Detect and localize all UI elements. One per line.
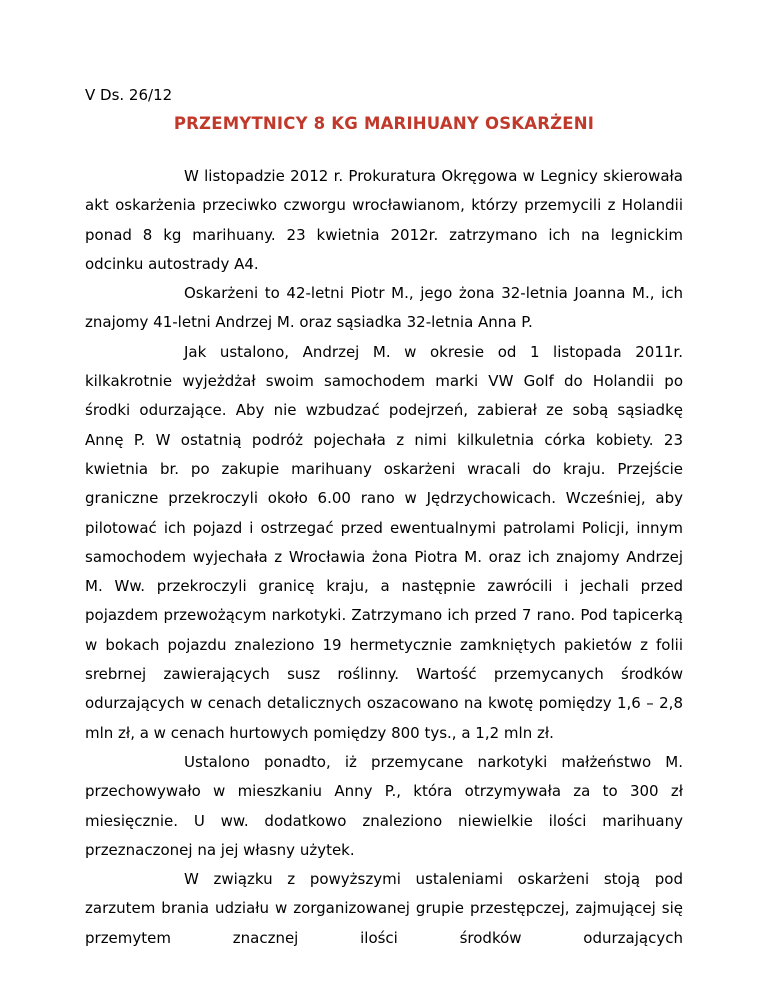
paragraph-2: Oskarżeni to 42-letni Piotr M., jego żona 32-letnia Joanna M., ich znajomy 41-letni Andrzej M. oraz sąsiadka 32-letnia Anna P. — [85, 284, 683, 332]
paragraph-5: W związku z powyższymi ustaleniami oskarżeni stoją pod zarzutem brania udziału w zorganizowanej grupie przestępczej, zajmującej się przemytem znacznej ilości środków odurzających — [85, 870, 683, 947]
page-title: PRZEMYTNICY 8 KG MARIHUANY OSKARŻENI — [173, 114, 595, 133]
article-body — [85, 162, 683, 953]
paragraph-4: Ustalono ponadto, iż przemycane narkotyki małżeństwo M. przechowywało w mieszkaniu Anny P., która otrzymywała za to 300 zł miesięcznie. U ww. dodatkowo znaleziono niewielkie ilości marihuany przeznaczonej na jej własny użytek. — [85, 752, 683, 859]
case-reference: V Ds. 26/12 — [85, 86, 173, 104]
paragraph-1: W listopadzie 2012 r. Prokuratura Okręgowa w Legnicy skierowała akt oskarżenia przeciwko czworgu wrocławianom, którzy przemycili z Holandii ponad 8 kg marihuany. 23 kwietnia 2012r. zatrzymano ich na legnickim odcinku autostrady A4. — [85, 167, 683, 273]
paragraph-3: Jak ustalono, Andrzej M. w okresie od 1 listopada 2011r. kilkakrotnie wyjeżdżał swoim samochodem marki VW Golf do Holandii po środki odurzające. Aby nie wzbudzać podejrzeń, zabierał ze sobą sąsiadkę Annę P. W ostatnią podróż pojechała z nimi kilkuletnia córka kobiety. 23 kwietnia br. po zakupie marihuany oskarżeni wracali do kraju. Przejście graniczne przekroczyli około 6.00 rano w Jędrzychowicach. Wcześniej, aby pilotować ich pojazd i ostrzegać przed ewentualnymi patrolami Policji, innym samochodem wyjechała z Wrocławia żona Piotra M. oraz ich znajomy Andrzej M. Ww. przekroczyli granicę kraju, a następnie zawrócili i jechali przed pojazdem przewożącym narkotyki. Zatrzymano ich przed 7 rano. Pod tapicerką w bokach pojazdu znaleziono 19 hermetycznie zamkniętych pakietów z folii srebrnej zawierających susz roślinny. Wartość przemycanych środków odurzających w cenach detalicznych oszacowano na kwotę pomiędzy 1,6 – 2,8 mln zł, a w cenach hurtowych pomiędzy 800 tys., a 1,2 mln zł. — [85, 342, 683, 742]
